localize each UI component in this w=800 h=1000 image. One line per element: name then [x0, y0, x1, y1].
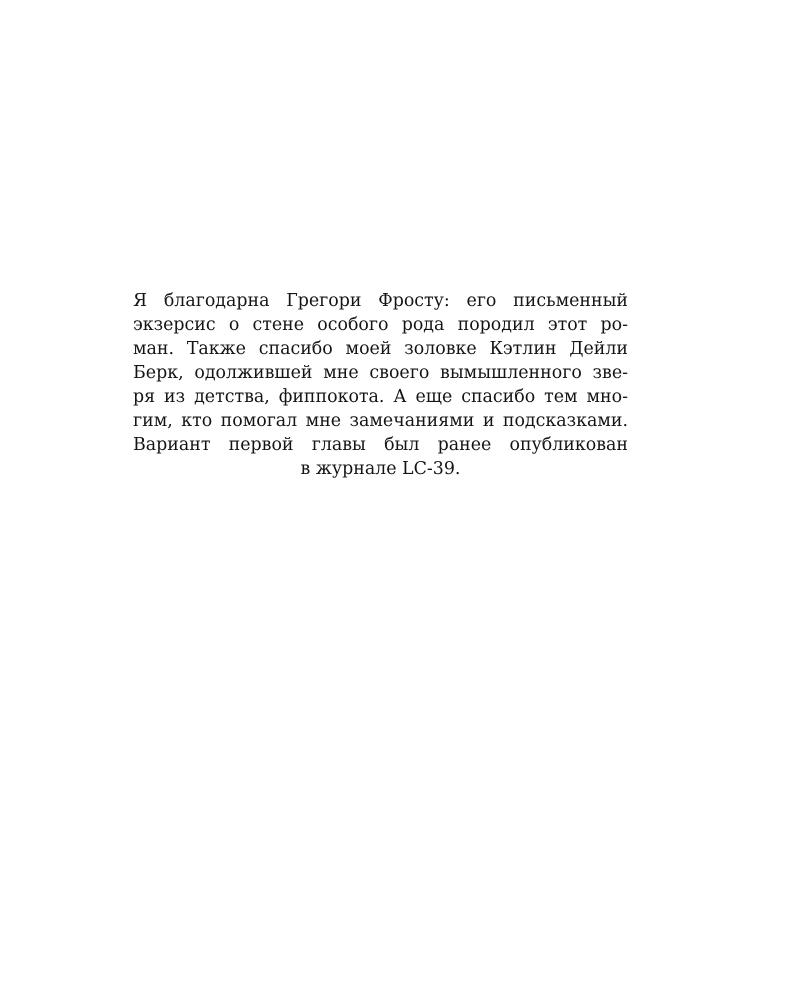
- acknowledgement-line-7: Вариант первой главы был ранее опубликован: [133, 435, 628, 455]
- acknowledgement-line-6: гим, кто помогал мне замечаниями и подсказками.: [133, 411, 628, 431]
- acknowledgement-line-3: ман. Также спасибо моей золовке Кэтлин Дейли: [133, 339, 628, 359]
- acknowledgement-line-8: в журнале LC-39.: [300, 459, 461, 479]
- acknowledgement-text: [133, 289, 628, 481]
- acknowledgement-line-2: экзерсис о стене особого рода породил этот ро-: [133, 315, 628, 335]
- acknowledgement-line-1: Я благодарна Грегори Фросту: его письменный: [133, 291, 628, 311]
- acknowledgement-line-5: ря из детства, фиппокота. А еще спасибо тем мно-: [133, 387, 628, 407]
- acknowledgement-line-4: Берк, одолжившей мне своего вымышленного зве-: [133, 363, 628, 383]
